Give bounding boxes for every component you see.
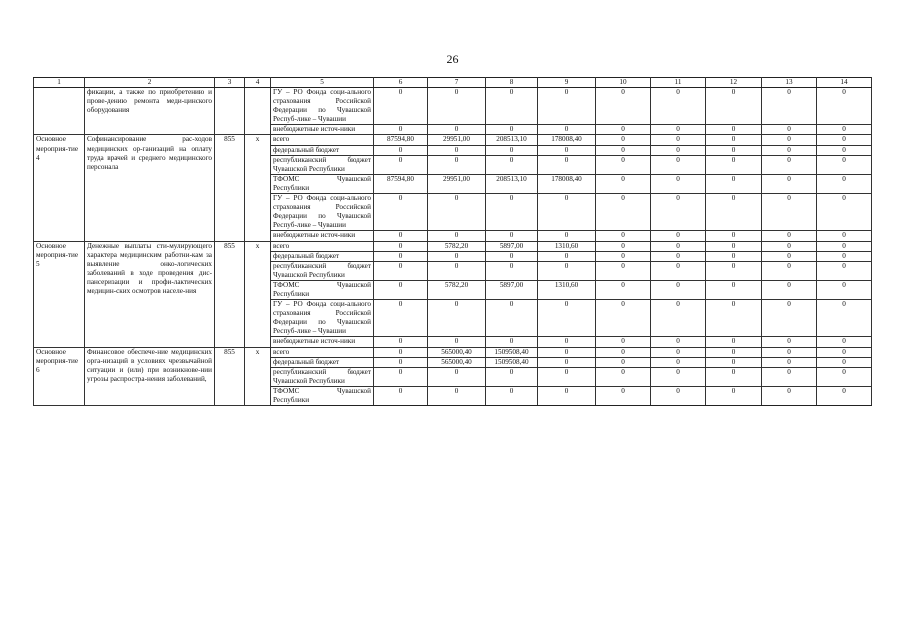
value-cell: 0 xyxy=(651,251,706,261)
value-cell: 87594,80 xyxy=(374,135,428,145)
funding-source: внебюджетные источ-ники xyxy=(271,231,374,241)
value-cell: 0 xyxy=(706,347,762,357)
value-cell: 0 xyxy=(428,125,486,135)
value-cell: 0 xyxy=(651,231,706,241)
value-cell: 0 xyxy=(706,174,762,193)
value-cell: 0 xyxy=(374,231,428,241)
value-cell: 208513,10 xyxy=(486,135,538,145)
value-cell: 0 xyxy=(486,337,538,347)
value-cell: 0 xyxy=(538,145,596,155)
activity-name: Основное мероприя-тие 4 xyxy=(34,135,85,241)
value-cell: 0 xyxy=(651,357,706,367)
value-cell: 0 xyxy=(374,251,428,261)
value-cell: 0 xyxy=(596,88,651,125)
value-cell: 0 xyxy=(651,280,706,299)
value-cell: 208513,10 xyxy=(486,174,538,193)
funding-source: всего xyxy=(271,135,374,145)
value-cell: 0 xyxy=(762,347,817,357)
value-cell: 0 xyxy=(651,386,706,405)
value-cell: 0 xyxy=(596,386,651,405)
value-cell: 0 xyxy=(596,280,651,299)
value-cell: 1509508,40 xyxy=(486,357,538,367)
value-cell: 0 xyxy=(651,145,706,155)
value-cell: 0 xyxy=(651,261,706,280)
value-cell: 0 xyxy=(538,88,596,125)
funding-source: ГУ – РО Фонда соци-ального страхования Российской Федерации по Чувашской Респуб-лике – Чувашии xyxy=(271,300,374,337)
value-cell: 0 xyxy=(374,357,428,367)
funding-source: ГУ – РО Фонда соци-ального страхования Российской Федерации по Чувашской Респуб-лике – Чувашии xyxy=(271,88,374,125)
funding-source: ТФОМС Чувашской Республики xyxy=(271,386,374,405)
value-cell: 565000,40 xyxy=(428,357,486,367)
value-cell: 0 xyxy=(706,231,762,241)
funding-source: внебюджетные источ-ники xyxy=(271,125,374,135)
value-cell: 0 xyxy=(817,194,872,231)
value-cell: 0 xyxy=(428,261,486,280)
value-cell: 0 xyxy=(428,231,486,241)
column-header: 10 xyxy=(596,78,651,88)
value-cell: 0 xyxy=(428,300,486,337)
activity-description: Финансовое обеспече-ние медицинских орга-низаций в условиях чрезвычайной ситуации и (или) при возникнове-нии угрозы распростра-нения заболеваний, xyxy=(85,347,215,406)
funding-source: ТФОМС Чувашской Республики xyxy=(271,174,374,193)
value-cell: 0 xyxy=(486,194,538,231)
budget-code: 855 xyxy=(215,241,245,347)
table-body xyxy=(34,88,872,406)
value-cell: 0 xyxy=(817,231,872,241)
value-cell: 0 xyxy=(706,251,762,261)
value-cell: 0 xyxy=(596,174,651,193)
value-cell: 0 xyxy=(374,280,428,299)
value-cell: 0 xyxy=(374,347,428,357)
column-header: 9 xyxy=(538,78,596,88)
value-cell: 87594,80 xyxy=(374,174,428,193)
value-cell: 0 xyxy=(817,88,872,125)
value-cell: 0 xyxy=(817,386,872,405)
value-cell: 178008,40 xyxy=(538,174,596,193)
value-cell: 178008,40 xyxy=(538,135,596,145)
value-cell: 0 xyxy=(428,367,486,386)
funding-source: федеральный бюджет xyxy=(271,251,374,261)
value-cell: 0 xyxy=(762,241,817,251)
value-cell: 0 xyxy=(817,145,872,155)
value-cell: 0 xyxy=(706,280,762,299)
activity-name: Основное мероприя-тие 5 xyxy=(34,241,85,347)
value-cell: 0 xyxy=(486,145,538,155)
value-cell: 0 xyxy=(651,194,706,231)
value-cell: 0 xyxy=(428,88,486,125)
value-cell: 0 xyxy=(651,88,706,125)
value-cell: 0 xyxy=(374,367,428,386)
value-cell: 0 xyxy=(706,357,762,367)
value-cell: 0 xyxy=(486,251,538,261)
value-cell: 0 xyxy=(596,251,651,261)
value-cell: 0 xyxy=(817,155,872,174)
value-cell: 0 xyxy=(374,194,428,231)
value-cell: 5897,00 xyxy=(486,280,538,299)
value-cell: 0 xyxy=(538,367,596,386)
value-cell: 0 xyxy=(596,194,651,231)
value-cell: 0 xyxy=(762,337,817,347)
value-cell: 0 xyxy=(817,261,872,280)
value-cell: 0 xyxy=(762,280,817,299)
value-cell: 0 xyxy=(486,386,538,405)
x-mark: х xyxy=(245,347,271,406)
value-cell: 0 xyxy=(374,261,428,280)
value-cell: 0 xyxy=(428,251,486,261)
value-cell: 0 xyxy=(762,174,817,193)
value-cell: 0 xyxy=(651,125,706,135)
value-cell: 0 xyxy=(651,155,706,174)
value-cell: 0 xyxy=(374,155,428,174)
value-cell: 0 xyxy=(596,155,651,174)
value-cell: 0 xyxy=(651,367,706,386)
value-cell: 5782,20 xyxy=(428,241,486,251)
value-cell: 29951,00 xyxy=(428,174,486,193)
value-cell: 0 xyxy=(762,231,817,241)
value-cell: 0 xyxy=(762,125,817,135)
value-cell: 0 xyxy=(817,347,872,357)
value-cell: 0 xyxy=(428,155,486,174)
value-cell: 0 xyxy=(538,155,596,174)
value-cell: 0 xyxy=(817,241,872,251)
activity-name: Основное мероприя-тие 6 xyxy=(34,347,85,406)
funding-source: республиканский бюджет Чувашской Республики xyxy=(271,367,374,386)
x-mark xyxy=(245,88,271,135)
value-cell: 0 xyxy=(706,261,762,280)
activity-description: фикации, а также по приобретению и прове-дению ремонта меди-цинского оборудования xyxy=(85,88,215,135)
funding-source: федеральный бюджет xyxy=(271,357,374,367)
column-header: 6 xyxy=(374,78,428,88)
value-cell: 0 xyxy=(762,135,817,145)
value-cell: 5782,20 xyxy=(428,280,486,299)
value-cell: 0 xyxy=(651,174,706,193)
value-cell: 0 xyxy=(762,367,817,386)
value-cell: 0 xyxy=(596,367,651,386)
column-header: 1 xyxy=(34,78,85,88)
value-cell: 0 xyxy=(538,300,596,337)
value-cell: 0 xyxy=(706,300,762,337)
budget-table xyxy=(33,77,872,406)
value-cell: 0 xyxy=(374,145,428,155)
value-cell: 0 xyxy=(374,386,428,405)
table-row xyxy=(34,347,872,357)
value-cell: 0 xyxy=(817,337,872,347)
value-cell: 0 xyxy=(374,125,428,135)
column-header: 2 xyxy=(85,78,215,88)
value-cell: 0 xyxy=(706,145,762,155)
value-cell: 0 xyxy=(651,241,706,251)
value-cell: 0 xyxy=(596,231,651,241)
table-row xyxy=(34,241,872,251)
value-cell: 0 xyxy=(817,125,872,135)
value-cell: 0 xyxy=(596,241,651,251)
value-cell: 0 xyxy=(762,155,817,174)
column-header: 7 xyxy=(428,78,486,88)
value-cell: 29951,00 xyxy=(428,135,486,145)
value-cell: 0 xyxy=(651,135,706,145)
value-cell: 0 xyxy=(706,135,762,145)
activity-description: Денежные выплаты сти-мулирующего характера медицинским работни-кам за выявление онко-логических заболеваний в ходе проведения дис-пансеризации и профи-лактических медицин-ских осмотров населе-ния xyxy=(85,241,215,347)
column-header: 4 xyxy=(245,78,271,88)
value-cell: 1310,60 xyxy=(538,241,596,251)
value-cell: 0 xyxy=(374,88,428,125)
value-cell: 0 xyxy=(706,88,762,125)
value-cell: 0 xyxy=(706,337,762,347)
value-cell: 0 xyxy=(374,300,428,337)
value-cell: 0 xyxy=(538,194,596,231)
value-cell: 0 xyxy=(538,251,596,261)
funding-source: внебюджетные источ-ники xyxy=(271,337,374,347)
value-cell: 0 xyxy=(596,145,651,155)
table-row xyxy=(34,135,872,145)
value-cell: 0 xyxy=(596,261,651,280)
x-mark: х xyxy=(245,241,271,347)
value-cell: 0 xyxy=(538,261,596,280)
value-cell: 0 xyxy=(428,145,486,155)
value-cell: 0 xyxy=(596,300,651,337)
value-cell: 0 xyxy=(428,337,486,347)
column-header: 5 xyxy=(271,78,374,88)
funding-source: ГУ – РО Фонда соци-ального страхования Российской Федерации по Чувашской Респуб-лике – Чувашии xyxy=(271,194,374,231)
value-cell: 0 xyxy=(538,337,596,347)
header-row xyxy=(34,78,872,88)
funding-source: республиканский бюджет Чувашской Республики xyxy=(271,261,374,280)
funding-source: ТФОМС Чувашской Республики xyxy=(271,280,374,299)
value-cell: 0 xyxy=(538,347,596,357)
funding-source: всего xyxy=(271,347,374,357)
column-header: 3 xyxy=(215,78,245,88)
column-header: 13 xyxy=(762,78,817,88)
value-cell: 0 xyxy=(817,367,872,386)
value-cell: 0 xyxy=(486,88,538,125)
value-cell: 0 xyxy=(486,231,538,241)
value-cell: 0 xyxy=(706,125,762,135)
value-cell: 0 xyxy=(762,386,817,405)
value-cell: 0 xyxy=(486,367,538,386)
column-header: 12 xyxy=(706,78,762,88)
value-cell: 5897,00 xyxy=(486,241,538,251)
funding-source: республиканский бюджет Чувашской Республики xyxy=(271,155,374,174)
activity-name xyxy=(34,88,85,135)
value-cell: 0 xyxy=(762,261,817,280)
value-cell: 0 xyxy=(706,194,762,231)
activity-description: Софинансирование рас-ходов медицинских ор-ганизаций на оплату труда врачей и среднего медицинского персонала xyxy=(85,135,215,241)
value-cell: 0 xyxy=(651,300,706,337)
value-cell: 0 xyxy=(817,357,872,367)
value-cell: 0 xyxy=(596,135,651,145)
value-cell: 0 xyxy=(762,194,817,231)
value-cell: 1509508,40 xyxy=(486,347,538,357)
value-cell: 0 xyxy=(706,155,762,174)
value-cell: 0 xyxy=(596,357,651,367)
value-cell: 0 xyxy=(428,386,486,405)
column-header: 11 xyxy=(651,78,706,88)
value-cell: 0 xyxy=(651,347,706,357)
budget-code: 855 xyxy=(215,135,245,241)
funding-source: федеральный бюджет xyxy=(271,145,374,155)
value-cell: 0 xyxy=(428,194,486,231)
value-cell: 0 xyxy=(762,251,817,261)
value-cell: 0 xyxy=(762,88,817,125)
value-cell: 0 xyxy=(817,135,872,145)
value-cell: 0 xyxy=(538,125,596,135)
value-cell: 0 xyxy=(706,386,762,405)
page-number: 26 xyxy=(446,52,459,66)
value-cell: 0 xyxy=(486,125,538,135)
value-cell: 565000,40 xyxy=(428,347,486,357)
table-row xyxy=(34,88,872,125)
value-cell: 0 xyxy=(817,280,872,299)
value-cell: 0 xyxy=(762,145,817,155)
x-mark: х xyxy=(245,135,271,241)
value-cell: 0 xyxy=(596,347,651,357)
budget-code: 855 xyxy=(215,347,245,406)
column-header: 8 xyxy=(486,78,538,88)
value-cell: 0 xyxy=(706,367,762,386)
value-cell: 0 xyxy=(596,125,651,135)
value-cell: 0 xyxy=(486,300,538,337)
value-cell: 0 xyxy=(538,386,596,405)
value-cell: 0 xyxy=(538,357,596,367)
value-cell: 0 xyxy=(486,155,538,174)
value-cell: 0 xyxy=(651,337,706,347)
funding-source: всего xyxy=(271,241,374,251)
value-cell: 0 xyxy=(762,300,817,337)
value-cell: 0 xyxy=(486,261,538,280)
value-cell: 0 xyxy=(817,300,872,337)
value-cell: 0 xyxy=(706,241,762,251)
column-header: 14 xyxy=(817,78,872,88)
value-cell: 0 xyxy=(374,241,428,251)
budget-code xyxy=(215,88,245,135)
value-cell: 0 xyxy=(374,337,428,347)
value-cell: 0 xyxy=(538,231,596,241)
value-cell: 0 xyxy=(762,357,817,367)
value-cell: 1310,60 xyxy=(538,280,596,299)
value-cell: 0 xyxy=(817,251,872,261)
value-cell: 0 xyxy=(817,174,872,193)
value-cell: 0 xyxy=(596,337,651,347)
